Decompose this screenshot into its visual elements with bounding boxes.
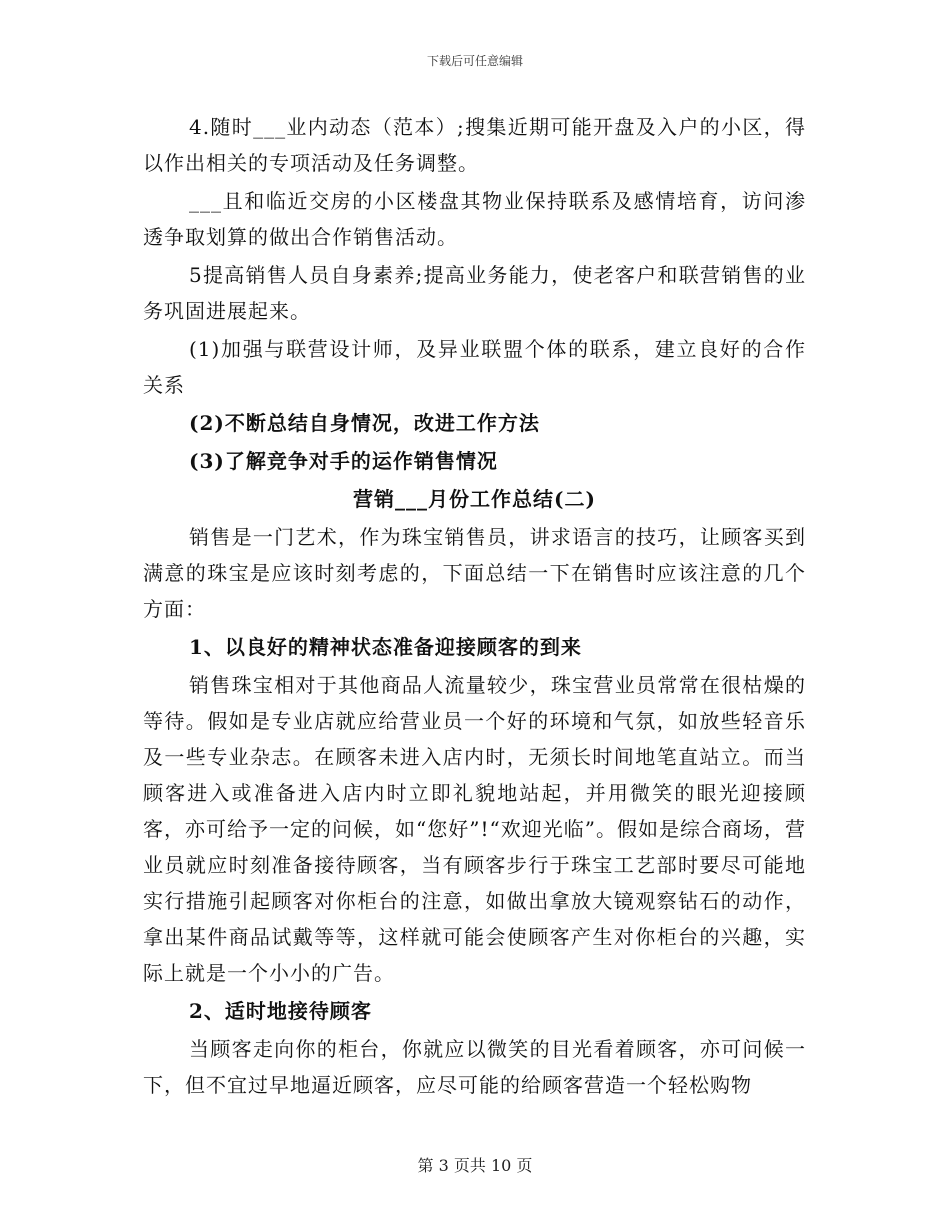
paragraph-point-1-body: 销售珠宝相对于其他商品人流量较少，珠宝营业员常常在很枯燥的等待。假如是专业店就应给营业员一个好的环境和气氛，如放些轻音乐及一些专业杂志。在顾客未进入店内时，无须长时间地笔直站立。而当顾客进入或准备进入店内时立即礼貌地站起，并用微笑的眼光迎接顾客，亦可给予一定的问候，如“您好”!“欢迎光临”。假如是综合商场，营业员就应时刻准备接待顾客，当有顾客步行于珠宝工艺部时要尽可能地实行措施引起顾客对你柜台的注意，如做出拿放大镜观察钻石的动作，拿出某件商品试戴等等，这样就可能会使顾客产生对你柜台的兴趣，实际上就是一个小小的广告。 [143,673,806,985]
paragraph-staff-quality: 5提高销售人员自身素养;提高业务能力，使老客户和联营销售的业务巩固进展起来。 [143,263,806,323]
page-footer: 第 3 页共 10 页 [417,1156,533,1175]
paragraph-item-3: (3)了解竞争对手的运作销售情况 [189,449,498,473]
heading-point-1: 1、以良好的精神状态准备迎接顾客的到来 [189,635,582,659]
document-body [143,109,806,1105]
page-header: 下载后可任意编辑 [426,54,523,68]
paragraph-market-tracking: 4.随时___业内动态（范本）;搜集近期可能开盘及入户的小区，得以作出相关的专项活动及任务调整。 [143,115,806,175]
paragraph-intro: 销售是一门艺术，作为珠宝销售员，讲求语言的技巧，让顾客买到满意的珠宝是应该时刻考虑的，下面总结一下在销售时应该注意的几个方面： [143,525,806,621]
section-title: 营销___月份工作总结(二) [353,487,596,511]
paragraph-point-2-body: 当顾客走向你的柜台，你就应以微笑的目光看着顾客，亦可问候一下，但不宜过早地逼近顾客，应尽可能的给顾客营造一个轻松购物 [143,1037,806,1097]
paragraph-item-2: (2)不断总结自身情况，改进工作方法 [189,411,540,435]
heading-point-2: 2、适时地接待顾客 [189,999,372,1023]
paragraph-property-liaison: ___且和临近交房的小区楼盘其物业保持联系及感情培育，访问渗透争取划算的做出合作销售活动。 [143,189,806,249]
paragraph-item-1: (1)加强与联营设计师，及异业联盟个体的联系，建立良好的合作关系 [143,337,806,397]
